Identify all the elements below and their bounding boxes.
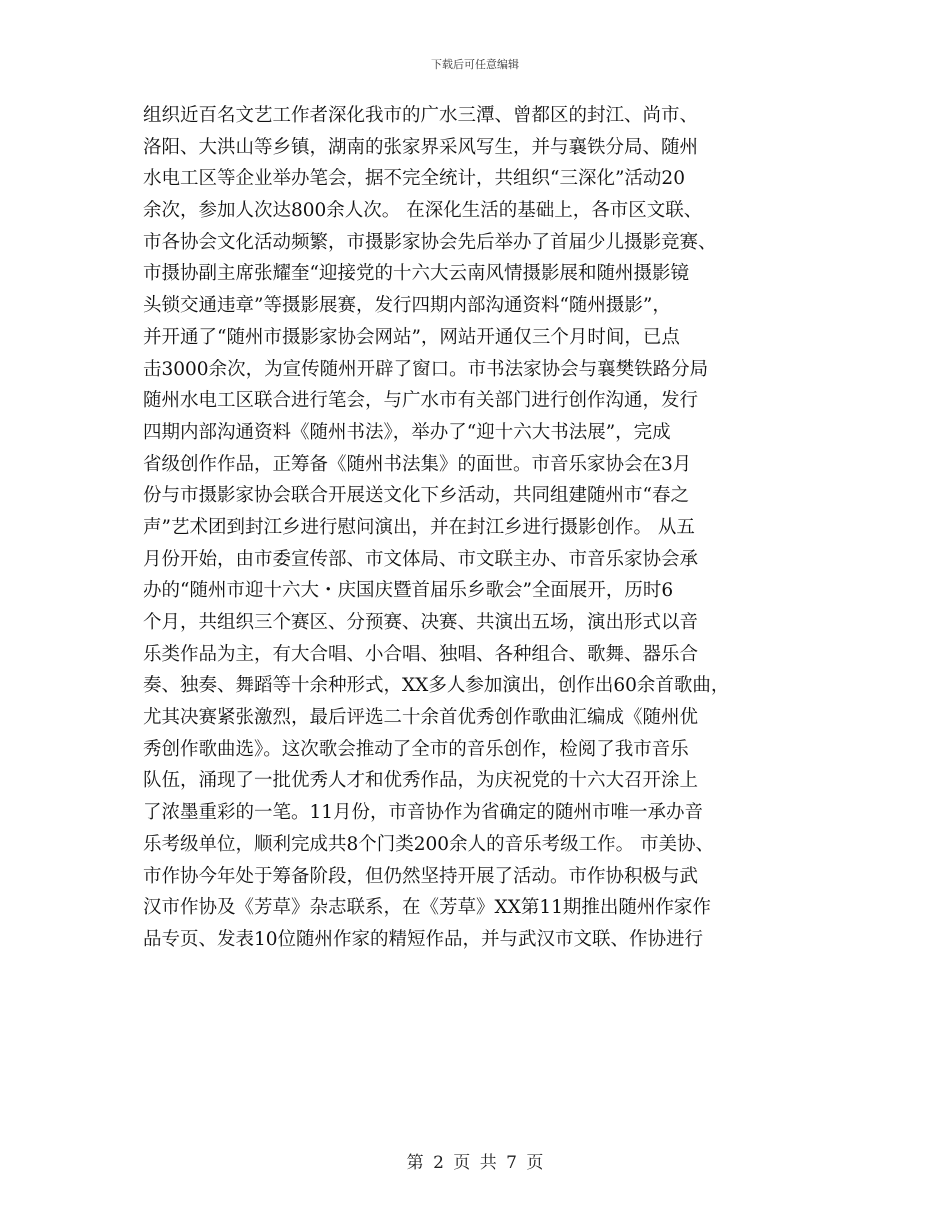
text-line: 队伍，涌现了一批优秀人才和优秀作品，为庆祝党的十六大召开涂上: [143, 770, 699, 792]
text-line: 市各协会文化活动频繁，市摄影家协会先后举办了首届少儿摄影竞赛、: [143, 231, 717, 253]
text-line: 水电工区等企业举办笔会，据不完全统计，共组织“三深化”活动20: [143, 168, 685, 190]
text-line: 组织近百名文艺工作者深化我市的广水三潭、曾都区的封江、尚市、: [143, 105, 699, 126]
text-line: 奏、独奏、舞蹈等十余种形式，XX多人参加演出，创作出60余首歌曲，: [143, 675, 730, 697]
text-line: 品专页、发表10位随州作家的精短作品，并与武汉市文联、作协进行: [143, 928, 704, 950]
text-line: 尤其决赛紧张激烈，最后评选二十余首优秀创作歌曲汇编成《随州优: [143, 707, 699, 729]
text-line: 余次，参加人次达800余人次。 在深化生活的基础上，各市区文联、: [143, 200, 703, 222]
text-line: 随州水电工区联合进行笔会，与广水市有关部门进行创作沟通，发行: [143, 390, 699, 412]
text-line: 汉市作协及《芳草》杂志联系，在《芳草》XX第11期推出随州作家作: [143, 897, 711, 919]
text-line: 击3000余次，为宣传随州开辟了窗口。市书法家协会与襄樊铁路分局: [143, 358, 709, 380]
text-line: 办的“随州市迎十六大・庆国庆暨首届乐乡歌会”全面展开，历时6: [143, 580, 674, 602]
page-number: 第 2 页 共 7 页: [406, 1153, 544, 1173]
text-line: 洛阳、大洪山等乡镇，湖南的张家界采风写生，并与襄铁分局、随州: [143, 136, 699, 158]
body-text: [143, 100, 823, 956]
text-line: 市作协今年处于筹备阶段，但仍然坚持开展了活动。市作协积极与武: [143, 865, 699, 887]
page-header-note: 下载后可任意编辑: [431, 58, 519, 71]
text-line: 声”艺术团到封江乡进行慰问演出，并在封江乡进行摄影创作。 从五: [143, 516, 695, 538]
text-line: 市摄协副主席张耀奎“迎接党的十六大云南风情摄影展和随州摄影镜: [143, 263, 689, 285]
text-line: 个月，共组织三个赛区、分预赛、决赛、共演出五场，演出形式以音: [143, 612, 699, 633]
text-line: 省级创作作品，正筹备《随州书法集》的面世。市音乐家协会在3月: [143, 453, 692, 475]
text-line: 月份开始，由市委宣传部、市文体局、市文联主办、市音乐家协会承: [143, 548, 699, 570]
text-line: 头锁交通违章”等摄影展赛，发行四期内部沟通资料“随州摄影”，: [143, 295, 671, 317]
text-line: 乐考级单位，顺利完成共8个门类200余人的音乐考级工作。 市美协、: [143, 833, 714, 855]
text-line: 乐类作品为主，有大合唱、小合唱、独唱、各种组合、歌舞、器乐合: [143, 643, 699, 665]
text-line: 并开通了“随州市摄影家协会网站”，网站开通仅三个月时间，已点: [143, 326, 680, 348]
text-line: 四期内部沟通资料《随州书法》，举办了“迎十六大书法展”，完成: [143, 421, 671, 443]
text-line: 份与市摄影家协会联合开展送文化下乡活动，共同组建随州市“春之: [143, 485, 689, 507]
text-line: 秀创作歌曲选》。这次歌会推动了全市的音乐创作，检阅了我市音乐: [143, 738, 689, 760]
text-line: 了浓墨重彩的一笔。11月份，市音协作为省确定的随州市唯一承办音: [143, 802, 704, 824]
